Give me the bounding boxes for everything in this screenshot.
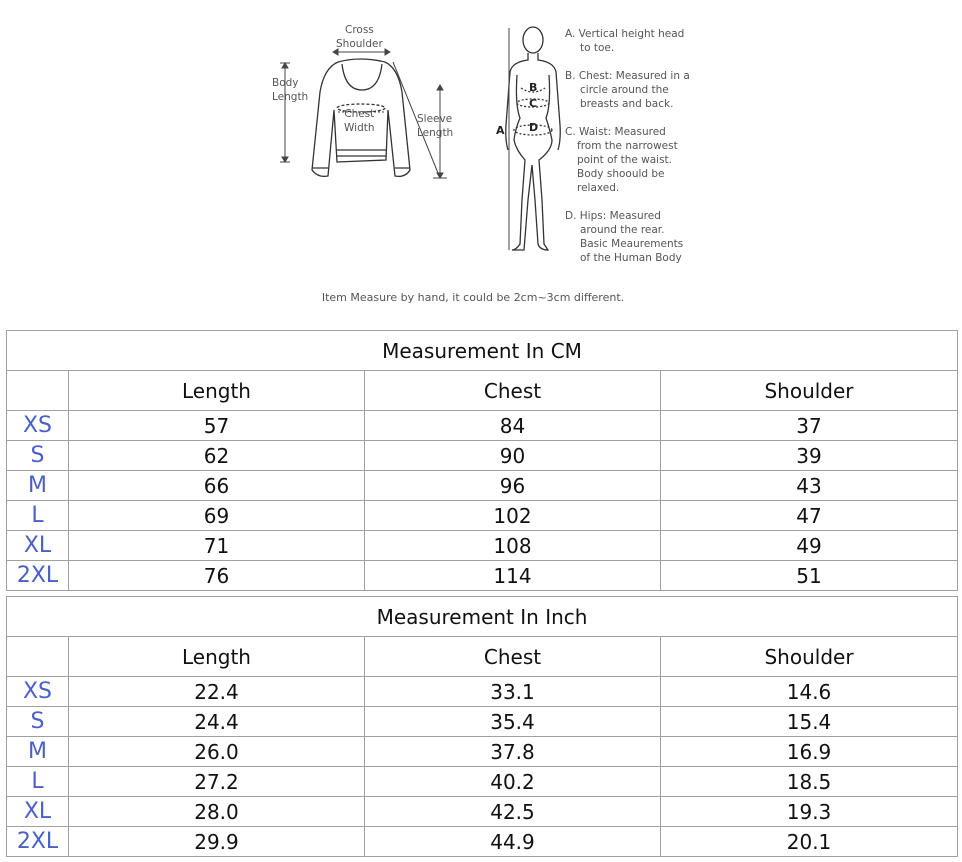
- cm-size-table: [6, 330, 958, 591]
- size-label: XS: [7, 677, 69, 707]
- note-d-line-3: Basic Meaurements: [580, 238, 684, 250]
- shoulder-cell: 39: [661, 441, 958, 471]
- note-b: [565, 69, 690, 111]
- body-figure: [506, 27, 561, 250]
- shoulder-cell: 47: [661, 501, 958, 531]
- sleeve-length-line-2: Length: [417, 127, 454, 139]
- length-cell: 27.2: [69, 767, 365, 797]
- table-row: [7, 531, 958, 561]
- cm-header-chest: Chest: [365, 371, 661, 411]
- note-a: [565, 27, 684, 55]
- note-c: [565, 125, 678, 195]
- chest-width-line-2: Width: [344, 122, 375, 134]
- note-d: [565, 209, 683, 265]
- table-row: [7, 471, 958, 501]
- letter-a: A: [496, 124, 505, 137]
- shoulder-cell: 51: [661, 561, 958, 591]
- inch-header-chest: Chest: [365, 637, 661, 677]
- shoulder-cell: 19.3: [661, 797, 958, 827]
- inch-header-length: Length: [69, 637, 365, 677]
- chest-cell: 102: [365, 501, 661, 531]
- shoulder-cell: 20.1: [661, 827, 958, 857]
- chest-cell: 90: [365, 441, 661, 471]
- measure-note: Item Measure by hand, it could be 2cm~3cm different.: [321, 291, 625, 304]
- chest-width-line-1: Chest: [344, 108, 375, 120]
- length-cell: 28.0: [69, 797, 365, 827]
- table-row: [7, 501, 958, 531]
- letter-d: D: [529, 121, 539, 134]
- size-label: 2XL: [7, 561, 69, 591]
- inch-header-corner: [7, 637, 69, 677]
- note-b-line-1: B. Chest: Measured in a: [565, 70, 690, 82]
- note-b-line-2: circle around the: [580, 84, 669, 96]
- body-length-label: [272, 76, 308, 104]
- length-cell: 76: [69, 561, 365, 591]
- note-c-line-4: Body shoould be: [577, 168, 665, 180]
- chest-cell: 84: [365, 411, 661, 441]
- note-c-line-5: relaxed.: [577, 182, 620, 194]
- length-cell: 69: [69, 501, 365, 531]
- cross-shoulder-label: [336, 23, 383, 51]
- cm-header-row: [7, 371, 958, 411]
- note-c-line-3: point of the waist.: [577, 154, 673, 166]
- length-cell: 57: [69, 411, 365, 441]
- size-label: 2XL: [7, 827, 69, 857]
- size-label: XS: [7, 411, 69, 441]
- chest-width-label: [344, 107, 375, 135]
- cm-header-shoulder: Shoulder: [661, 371, 958, 411]
- shoulder-cell: 49: [661, 531, 958, 561]
- note-b-line-3: breasts and back.: [580, 98, 674, 110]
- cross-shoulder-line-1: Cross: [344, 24, 374, 36]
- sleeve-length-label: [417, 112, 453, 140]
- shoulder-cell: 43: [661, 471, 958, 501]
- length-cell: 22.4: [69, 677, 365, 707]
- cm-header-corner: [7, 371, 69, 411]
- size-label: L: [7, 767, 69, 797]
- length-cell: 66: [69, 471, 365, 501]
- body-length-line-1: Body: [272, 77, 299, 89]
- cross-shoulder-line-2: Shoulder: [336, 38, 383, 50]
- table-row: [7, 441, 958, 471]
- length-cell: 62: [69, 441, 365, 471]
- chest-cell: 42.5: [365, 797, 661, 827]
- size-label: XL: [7, 797, 69, 827]
- note-d-line-1: D. Hips: Measured: [565, 210, 661, 222]
- shoulder-cell: 14.6: [661, 677, 958, 707]
- chest-cell: 108: [365, 531, 661, 561]
- diagram-drawing: [0, 0, 962, 330]
- inch-size-table: [6, 596, 958, 857]
- length-cell: 71: [69, 531, 365, 561]
- shoulder-cell: 16.9: [661, 737, 958, 767]
- inch-table-title: Measurement In Inch: [7, 597, 958, 637]
- measurement-diagram: [0, 0, 962, 330]
- shoulder-cell: 15.4: [661, 707, 958, 737]
- chest-cell: 40.2: [365, 767, 661, 797]
- note-d-line-4: of the Human Body: [580, 252, 682, 264]
- length-cell: 26.0: [69, 737, 365, 767]
- shoulder-cell: 18.5: [661, 767, 958, 797]
- inch-header-shoulder: Shoulder: [661, 637, 958, 677]
- sleeve-length-line-1: Sleeve: [417, 113, 453, 125]
- chest-cell: 96: [365, 471, 661, 501]
- table-row: [7, 797, 958, 827]
- note-c-line-2: from the narrowest: [577, 140, 678, 152]
- note-c-line-1: C. Waist: Measured: [565, 126, 666, 138]
- note-a-line-1: A. Vertical height head: [565, 28, 685, 40]
- shoulder-cell: 37: [661, 411, 958, 441]
- size-label: M: [7, 737, 69, 767]
- size-label: M: [7, 471, 69, 501]
- size-label: S: [7, 441, 69, 471]
- inch-header-row: [7, 637, 958, 677]
- letter-c: C: [529, 97, 538, 110]
- table-row: [7, 707, 958, 737]
- note-a-line-2: to toe.: [580, 42, 615, 54]
- cm-table-title: Measurement In CM: [7, 331, 958, 371]
- body-length-line-2: Length: [272, 91, 309, 103]
- chest-cell: 44.9: [365, 827, 661, 857]
- chest-cell: 37.8: [365, 737, 661, 767]
- table-row: [7, 827, 958, 857]
- table-row: [7, 411, 958, 441]
- chest-cell: 35.4: [365, 707, 661, 737]
- cm-header-length: Length: [69, 371, 365, 411]
- size-label: S: [7, 707, 69, 737]
- table-row: [7, 561, 958, 591]
- chest-cell: 33.1: [365, 677, 661, 707]
- letter-b: B: [529, 81, 538, 94]
- table-row: [7, 677, 958, 707]
- table-row: [7, 767, 958, 797]
- chest-cell: 114: [365, 561, 661, 591]
- note-d-line-2: around the rear.: [580, 224, 665, 236]
- size-label: XL: [7, 531, 69, 561]
- length-cell: 24.4: [69, 707, 365, 737]
- length-cell: 29.9: [69, 827, 365, 857]
- table-row: [7, 737, 958, 767]
- size-label: L: [7, 501, 69, 531]
